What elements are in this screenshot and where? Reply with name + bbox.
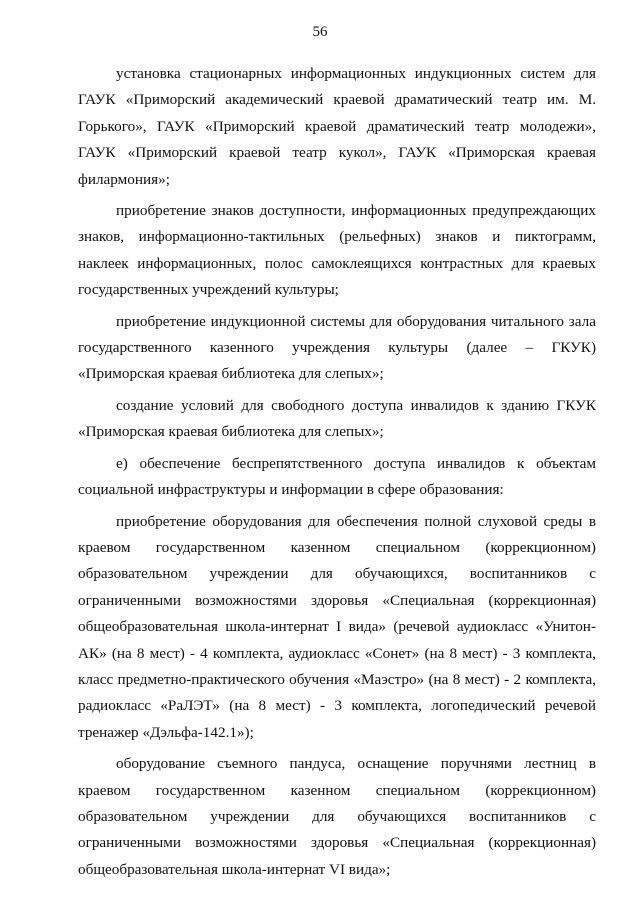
paragraph-hearing-equipment: приобретение оборудования для обеспечения полной слуховой среды в краевом государственном казенном специальном (коррекционном) образовательном учреждении для обучающихся, воспитанников с ограниченными возможностями здоровья «Специальная (коррекционная) общеобразовательная школа-интернат I вида» (речевой аудиокласс «Унитон-АК» (на 8 мест) - 4 комплекта, аудиокласс «Сонет» (на 8 мест) - 3 комплекта, класс предметно-практического обучения «Маэстро» (на 8 мест) - 2 комплекта, радиокласс «РаЛЭТ» (на 8 мест) - 3 комплекта, логопедический речевой тренажер «Дэльфа-142.1»);: [78, 512, 596, 741]
paragraph-accessibility-signs: приобретение знаков доступности, информационных предупреждающих знаков, информационно-тактильных (рельефных) знаков и пиктограмм, наклеек информационных, полос самоклеящихся контрастных для краевых государственных учреждений культуры;: [78, 202, 596, 299]
paragraph-library-access-conditions: создание условий для свободного доступа инвалидов к зданию ГКУК «Приморская краевая библиотека для слепых»;: [78, 396, 596, 441]
paragraph-education-access-heading: е) обеспечение беспрепятственного доступа инвалидов к объектам социальной инфраструктуры и информации в сфере образования:: [78, 454, 596, 499]
paragraph-induction-systems-theaters: установка стационарных информационных индукционных систем для ГАУК «Приморский академический краевой драматический театр им. М. Горького», ГАУК «Приморский краевой драматический театр молодежи», ГАУК «Приморский краевой театр кукол», ГАУК «Приморская краевая филармония»;: [78, 65, 596, 188]
page-number: 56: [312, 24, 328, 40]
document-body: [78, 61, 596, 888]
paragraph-reading-room-induction-system: приобретение индукционной системы для оборудования читального зала государственного казенного учреждения культуры (далее – ГКУК) «Приморская краевая библиотека для слепых»;: [78, 312, 596, 383]
paragraph-ramp-handrails: оборудование съемного пандуса, оснащение поручнями лестниц в краевом государственном казенном специальном (коррекционном) образовательном учреждении для обучающихся воспитанников с ограниченными возможностями здоровья «Специальная (коррекционная) общеобразовательная школа-интернат VI вида»;: [78, 755, 596, 878]
